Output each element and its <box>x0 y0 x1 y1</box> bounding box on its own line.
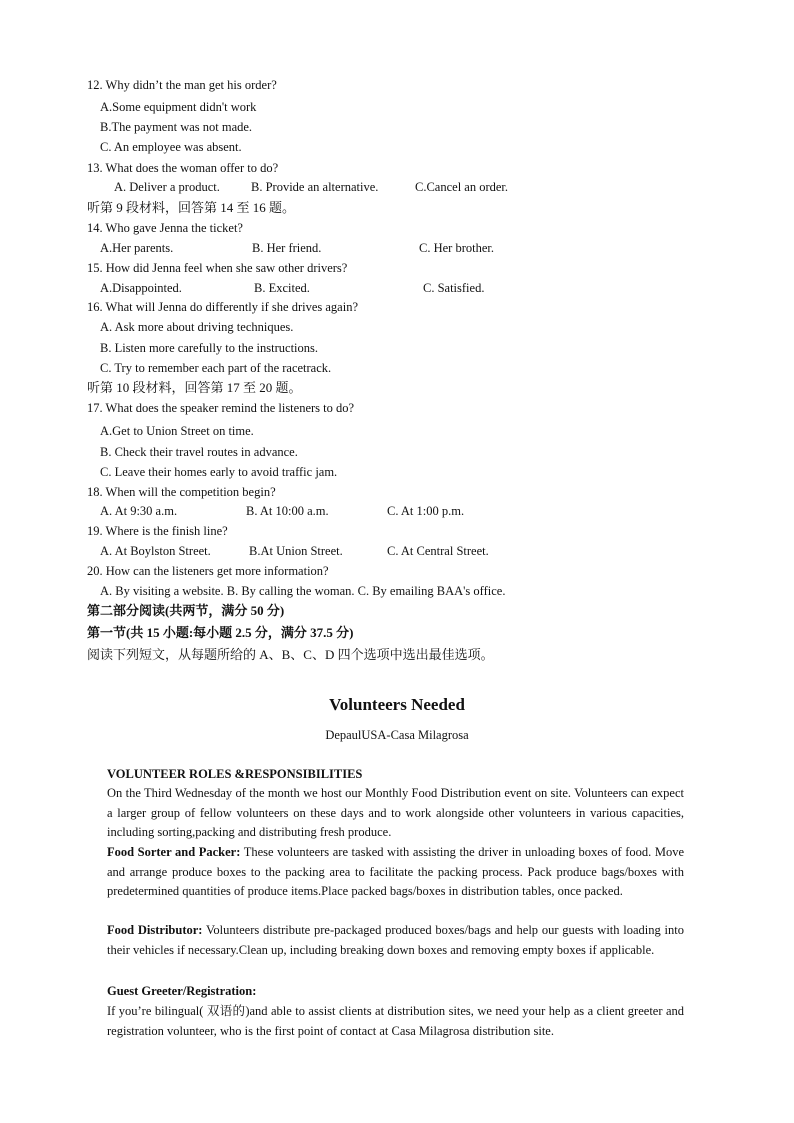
option-13b: B. Provide an alternative. <box>251 180 379 194</box>
section-1-heading: 第一节(共 15 小题:每小题 2.5 分，满分 37.5 分) <box>87 625 354 640</box>
option-16c: C. Try to remember each part of the racetrack. <box>100 361 332 375</box>
question-12: 12. Why didn’t the man get his order? <box>87 78 277 92</box>
option-19b: B.At Union Street. <box>249 544 343 558</box>
question-16: 16. What will Jenna do differently if she drives again? <box>87 300 358 314</box>
question-17: 17. What does the speaker remind the listeners to do? <box>87 401 355 415</box>
option-12a: A.Some equipment didn't work <box>100 100 257 114</box>
article-subtitle: DepaulUSA-Casa Milagrosa <box>325 728 469 742</box>
paragraph-3-lead: Food Distributor: <box>107 923 203 937</box>
question-13: 13. What does the woman offer to do? <box>87 161 279 175</box>
article-paragraph-4: If you’re bilingual( 双语的)and able to assist clients at distribution sites, we need your help as a client greeter and registration volunteer, who is the first point of contact at Casa Milagrosa distribution site. <box>107 1004 684 1038</box>
question-20: 20. How can the listeners get more information? <box>87 564 329 578</box>
option-16b: B. Listen more carefully to the instructions. <box>100 341 319 355</box>
option-18b: B. At 10:00 a.m. <box>246 504 329 518</box>
option-19a: A. At Boylston Street. <box>100 544 211 558</box>
option-18a: A. At 9:30 a.m. <box>100 504 178 518</box>
option-18c: C. At 1:00 p.m. <box>387 504 465 518</box>
option-17a: A.Get to Union Street on time. <box>100 424 254 438</box>
option-14a: A.Her parents. <box>100 241 174 255</box>
option-12b: B.The payment was not made. <box>100 120 253 134</box>
option-17b: B. Check their travel routes in advance. <box>100 445 298 459</box>
paragraph-2-lead: Food Sorter and Packer: <box>107 845 241 859</box>
article-heading: VOLUNTEER ROLES &RESPONSIBILITIES <box>107 767 363 781</box>
part-2-heading: 第二部分阅读(共两节，满分 50 分) <box>87 603 285 618</box>
paragraph-2-text: These volunteers are tasked with assisting the driver in unloading boxes of food. Move and arrange produce boxes to the packing area to facilitate the packing process. Pack produce bags/boxes with predetermined quantities of produce items.Place packed bags/boxes in distribution tables, once packed. <box>107 845 684 899</box>
question-15: 15. How did Jenna feel when she saw other drivers? <box>87 261 348 275</box>
option-17c: C. Leave their homes early to avoid traffic jam. <box>100 465 338 479</box>
option-13a: A. Deliver a product. <box>114 180 220 194</box>
article-title: Volunteers Needed <box>329 695 465 714</box>
paragraph-3-text: Volunteers distribute pre-packaged produced boxes/bags and help our guests with loading into their vehicles if necessary.Clean up, including breaking down boxes and removing empty boxes if applicable. <box>107 923 684 957</box>
option-14b: B. Her friend. <box>252 241 322 255</box>
option-20-line: A. By visiting a website. B. By calling the woman. C. By emailing BAA's office. <box>100 584 506 598</box>
option-14c: C. Her brother. <box>419 241 494 255</box>
option-12c: C. An employee was absent. <box>100 140 242 154</box>
section-9-instruction: 听第 9 段材料，回答第 14 至 16 题。 <box>87 200 296 215</box>
option-15c: C. Satisfied. <box>423 281 485 295</box>
option-13c: C.Cancel an order. <box>415 180 509 194</box>
article-paragraph-3 <box>107 921 684 960</box>
article-paragraph-2 <box>107 843 684 902</box>
option-15a: A.Disappointed. <box>100 281 182 295</box>
option-15b: B. Excited. <box>254 281 310 295</box>
question-19: 19. Where is the finish line? <box>87 524 228 538</box>
paragraph-4-lead: Guest Greeter/Registration: <box>107 984 257 998</box>
question-14: 14. Who gave Jenna the ticket? <box>87 221 243 235</box>
article-paragraph-1: On the Third Wednesday of the month we host our Monthly Food Distribution event on site. Volunteers can expect a larger group of fellow volunteers on these days and to work alongside other volunteers in various capacities, including sorting,packing and distributing fresh produce. <box>107 786 684 840</box>
option-19c: C. At Central Street. <box>387 544 489 558</box>
reading-instruction: 阅读下列短文，从每题所给的 A、B、C、D 四个选项中选出最佳选项。 <box>87 647 494 662</box>
option-16a: A. Ask more about driving techniques. <box>100 320 294 334</box>
question-18: 18. When will the competition begin? <box>87 485 276 499</box>
section-10-instruction: 听第 10 段材料，回答第 17 至 20 题。 <box>87 380 302 395</box>
